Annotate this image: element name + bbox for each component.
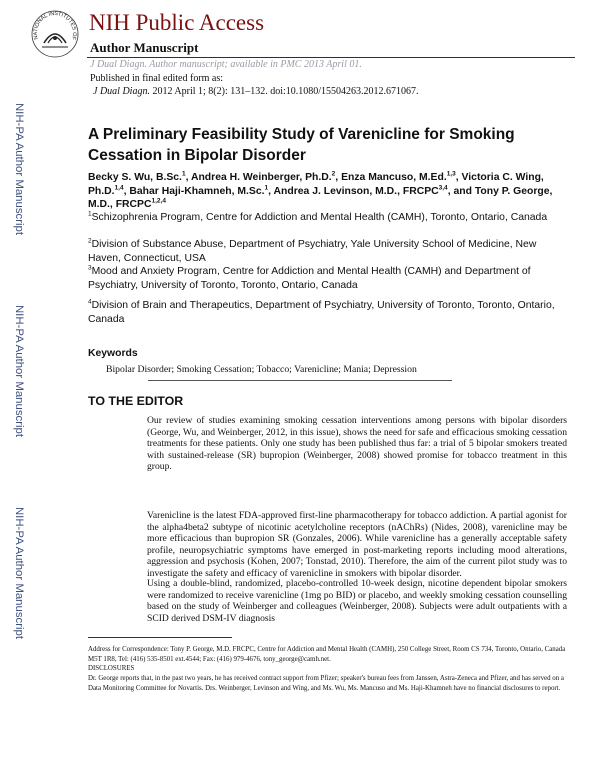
sidebar-label: NIH-PA Author Manuscript — [13, 102, 25, 236]
author-name: Enza Mancuso, M.Ed. — [341, 172, 447, 183]
nih-public-access-title: NIH Public Access — [89, 10, 265, 35]
author-affiliation-ref: 2 — [331, 170, 336, 178]
header-citation: J Dual Diagn. Author manuscript; available in PMC 2013 April 01. — [90, 59, 362, 70]
sidebar-label: NIH-PA Author Manuscript — [13, 304, 25, 438]
sidebar-label: NIH-PA Author Manuscript — [13, 506, 25, 640]
disclosures-heading: DISCLOSURES — [88, 665, 135, 673]
author-affiliation-ref: 3,4 — [438, 184, 448, 192]
author-affiliation-ref: 1 — [181, 170, 186, 178]
author-name: Tony P. George, M.D., FRCPC — [88, 185, 553, 210]
author-manuscript-label: Author Manuscript — [90, 40, 199, 55]
affiliation: $^3$Mood and Anxiety Program, Centre for Addiction and Mental Health (CAMH) and Department of Psychiatry, University of Toronto, Toronto, Ontario, Canada — [88, 264, 531, 291]
section-heading: TO THE EDITOR — [88, 394, 184, 408]
author-name: Victoria C. Wing, Ph.D. — [88, 172, 544, 197]
journal-name: J Dual Diagn. — [93, 86, 150, 97]
author-name: Bahar Haji-Khamneh, M.Sc. — [129, 185, 265, 197]
header-divider — [87, 57, 575, 58]
seal-text: NATIONAL INSTITUTES OF — [32, 11, 78, 41]
svg-text:NATIONAL INSTITUTES OF HEALTH — [30, 9, 77, 41]
author-name: Andrea H. Weinberger, Ph.D. — [190, 172, 332, 183]
footnotes — [88, 645, 568, 694]
affiliation: $^4$Division of Brain and Therapeutics, Department of Psychiatry, University of Toronto, Toronto, Ontario, Canada — [88, 298, 555, 325]
nih-seal-logo — [30, 9, 80, 59]
author-list: Becky S. Wu, B.Sc.$^1$, Andrea H. Weinberger, Ph.D.$^2$, Enza Mancuso, M.Ed.$^{1,3}$, Victoria C. Wing, Ph.D.$^{1,4}$, Bahar Haji-Khamneh, M.Sc.$^1$, Andrea J. Levinson, M.D., FRCPC$^{3,4}$, and Tony P. George, M.D., FRCPC$^{1,2,4}$ — [88, 170, 553, 210]
body-paragraph: Our review of studies examining smoking cessation interventions among persons with bipolar disorders (George, Wu, and Weinberger, 2012, in this issue), shows the need for safe and efficacious smoking cessation treatments for these patients. Only one study has been published thus far: a trial of 5 bipolar smokers treated with sustained-release (SR) bupropion (Weinberger, 2008) showed promise for tobacco treatment in this group. — [147, 415, 567, 472]
author-affiliation-ref: 1,4 — [114, 184, 124, 192]
affiliation: $^2$Division of Substance Abuse, Department of Psychiatry, Yale University School of Medicine, New Haven, Connecticut, USA — [88, 237, 537, 264]
article-title: A Preliminary Feasibility Study of Varenicline for Smoking Cessation in Bipolar Disorder — [88, 126, 515, 164]
affiliation: $^1$Schizophrenia Program, Centre for Addiction and Mental Health (CAMH), Toronto, Ontario, Canada — [88, 210, 548, 223]
author-affiliation-ref: 1,3 — [446, 170, 456, 178]
footnote-divider — [88, 637, 232, 638]
keywords-list: Bipolar Disorder; Smoking Cessation; Tobacco; Varenicline; Mania; Depression — [106, 364, 417, 375]
author-affiliation-ref: 1 — [264, 184, 269, 192]
correspondence-note: Address for Correspondence: Tony P. George, M.D. FRCPC, Centre for Addiction and Mental Health (CAMH), 250 College Street, Room CS 734, Toronto, Ontario, Canada M5T 1R8, Tel: (416) 535-8501 ext.4544; Fax: (416) 979-4676, tony_george@camh.net. — [88, 646, 566, 663]
body-paragraph: Varenicline is the latest FDA-approved first-line pharmacotherapy for tobacco addiction. A partial agonist for the alpha4beta2 subtype of nicotinic acetylcholine receptors (nAChRs) (Nides, 2008), varenicline may be more efficacious than bupropion SR (Gonzales, 2006). While varenicline has a generally acceptable safety profile, neuropsychiatric symptoms have emerged in post-marketing reports including mood alterations, aggression and psychosis (Kohen, 2007; Tonstad, 2010). Therefore, the aim of the current pilot study was to investigate the safety and efficacy of varenicline in smokers with bipolar disorder. — [147, 510, 567, 579]
author-name: Becky S. Wu, B.Sc. — [88, 172, 182, 183]
publication-details: 2012 April 1; 8(2): 131–132. doi:10.1080/15504263.2012.671067. — [149, 86, 419, 97]
published-label: Published in final edited form as: — [90, 73, 224, 84]
publication-citation — [93, 86, 419, 97]
disclosures-text: Dr. George reports that, in the past two years, he has received contract support from Pfizer; speaker's bureau fees from Janssen, Astra-Zeneca and Pfizer, and has served on a Data Monitoring Committee for Novartis. Drs. Weinberger, Levinson and Wing, and Ms. Wu, Ms. Mancuso and Ms. Haji-Khamneh have no financial disclosures to report. — [88, 675, 564, 692]
keywords-heading: Keywords — [88, 348, 138, 359]
author-name: Andrea J. Levinson, M.D., FRCPC — [273, 185, 439, 197]
author-affiliation-ref: 1,2,4 — [151, 197, 166, 205]
body-paragraph: Using a double-blind, randomized, placebo-controlled 10-week design, nicotine dependent bipolar smokers were randomized to receive varenicline (1mg po BID) or placebo, and weekly smoking cessation counselling based on the study of Weinberger and colleagues (Weinberger, 2008). Subjects were adult outpatients with a SCID derived DSM-IV diagnosis — [147, 578, 567, 624]
keywords-divider — [148, 380, 452, 381]
